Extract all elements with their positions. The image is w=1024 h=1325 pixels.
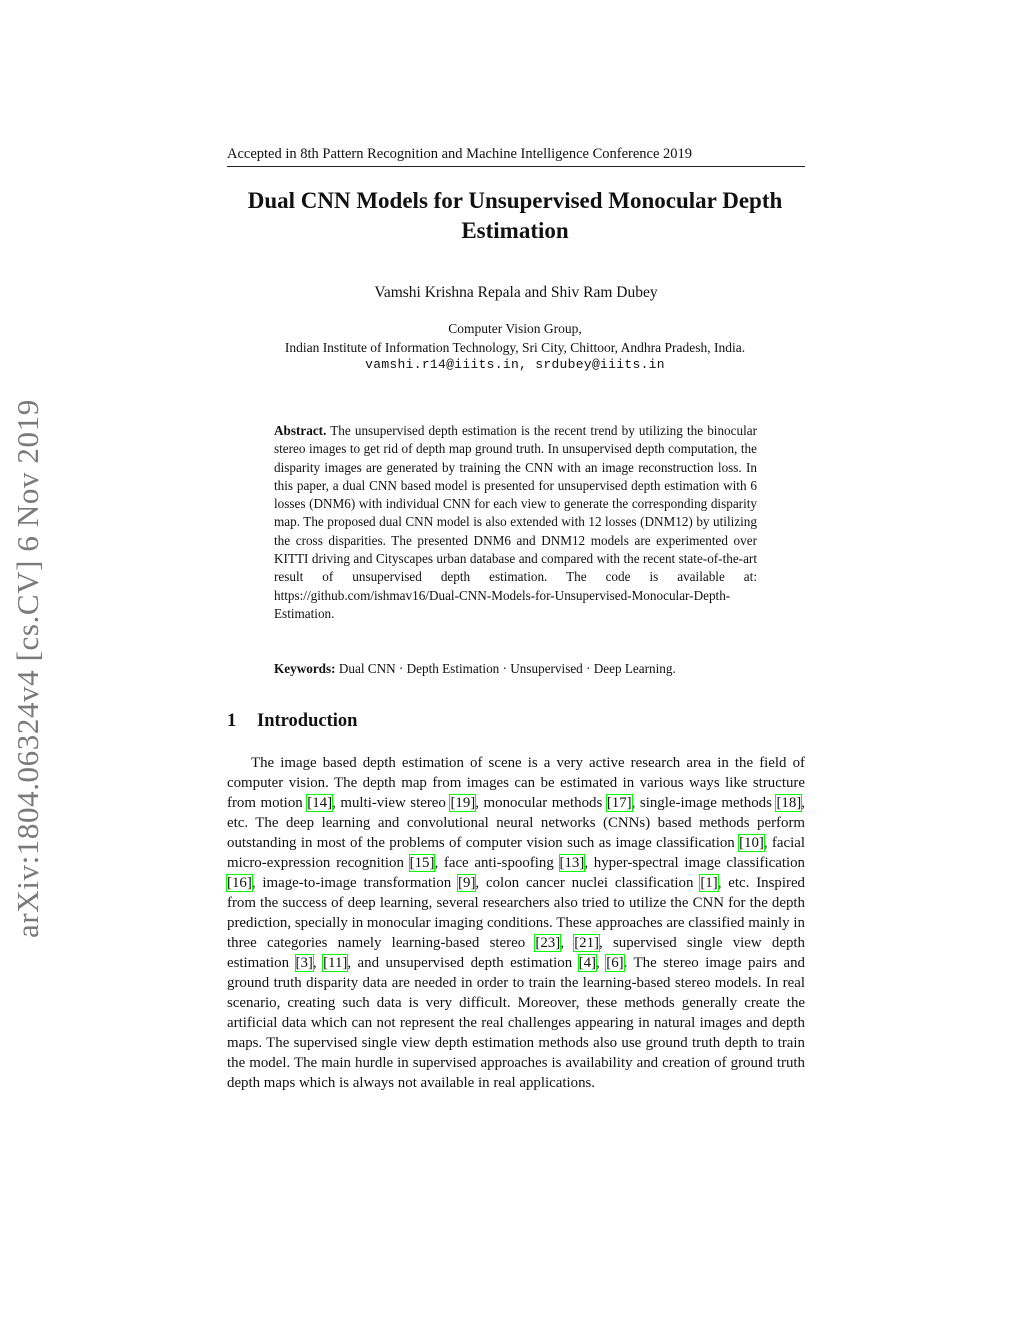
intro-text: , monocular methods	[475, 795, 607, 811]
intro-text: , face anti-spoofing	[434, 855, 560, 871]
intro-text: , and unsupervised depth estimation	[347, 955, 579, 971]
intro-text: ,	[312, 955, 324, 971]
paper-title: Dual CNN Models for Unsupervised Monocular Depth Estimation	[247, 188, 783, 243]
citation-link[interactable]: [10]	[739, 835, 764, 851]
citation-link[interactable]: [9]	[458, 875, 476, 891]
abstract	[274, 422, 757, 623]
citation-link[interactable]: [16]	[227, 875, 252, 891]
citation-link[interactable]: [6]	[606, 955, 624, 971]
citation-link[interactable]: [15]	[409, 855, 435, 871]
intro-text: , etc. Inspired from the success of deep learning, several researchers also tried to utilize the CNN for the depth prediction, specially in monocular imaging conditions. These approaches are classified mainly in three categories namely learning-based stereo	[227, 875, 805, 951]
citation-link[interactable]: [1]	[700, 875, 718, 891]
citation-link[interactable]: [14]	[307, 795, 333, 811]
arxiv-identifier: arXiv:1804.06324v4 [cs.CV] 6 Nov 2019	[10, 399, 45, 938]
intro-text: , etc. The deep learning and convolutional neural networks (CNNs) based methods perform outstanding in most of the problems of computer vision such as image classification	[227, 795, 805, 851]
intro-text: , single-image methods	[631, 795, 777, 811]
citation-link[interactable]: [19]	[450, 795, 476, 811]
citation-link[interactable]: [4]	[578, 955, 597, 971]
section-title: Introduction	[257, 711, 358, 731]
section-number: 1	[227, 711, 237, 731]
keywords-label: Keywords:	[274, 661, 336, 676]
abstract-text: The unsupervised depth estimation is the recent trend by utilizing the binocular stereo images to get rid of depth map ground truth. In unsupervised depth computation, the disparity images are generated by training the CNN with an image reconstruction loss. In this paper, a dual CNN based model is presented for unsupervised depth estimation with 6 losses (DNM6) with individual CNN for each view to generate the corresponding disparity map. The proposed dual CNN model is also extended with 12 losses (DNM12) by utilizing the cross disparities. The presented DNM6 and DNM12 models are experimented over KITTI driving and Cityscapes urban database and compared with the recent state-of-the-art result of unsupervised depth estimation. The code is available at: https://github.com/ishmav16/Dual-CNN-Models-for-Unsupervised-Monocular-Depth-Estimation.	[274, 423, 757, 621]
intro-text: The image based depth estimation of scene is a very active research area in the field of computer vision. The depth map from images can be estimated in various ways like structure from motion	[227, 755, 805, 811]
intro-text: ,	[596, 955, 607, 971]
intro-text: , facial micro-expression recognition	[227, 835, 805, 871]
intro-paragraph	[227, 753, 805, 1093]
affiliation-institute: Indian Institute of Information Technology, Sri City, Chittoor, Andhra Pradesh, India.	[284, 340, 746, 355]
author-emails[interactable]: vamshi.r14@iiits.in, srdubey@iiits.in	[365, 357, 665, 372]
citation-link[interactable]: [18]	[776, 795, 802, 811]
keywords-text: Dual CNN · Depth Estimation · Unsupervised · Deep Learning.	[338, 661, 676, 676]
abstract-label: Abstract.	[274, 423, 327, 438]
intro-text: , hyper-spectral image classification	[584, 855, 805, 871]
intro-text: , supervised single view depth estimation	[227, 935, 805, 971]
citation-link[interactable]: [21]	[574, 935, 599, 951]
intro-text: , colon cancer nuclei classification	[475, 875, 701, 891]
section-heading	[227, 711, 805, 732]
citation-link[interactable]: [13]	[559, 855, 585, 871]
intro-text: , image-to-image transformation	[251, 875, 459, 891]
intro-text: , multi-view stereo	[332, 795, 451, 811]
author-list: Vamshi Krishna Repala and Shiv Ram Dubey	[374, 284, 658, 301]
citation-link[interactable]: [17]	[606, 795, 632, 811]
citation-link[interactable]: [11]	[323, 955, 348, 971]
intro-text: ,	[560, 935, 575, 951]
intro-text: . The stereo image pairs and ground truth disparity data are needed in order to train the learning-based stereo models. In real scenario, creating such data is very difficult. Moreover, these methods generally create the artificial data which can not represent the real challenges appearing in natural images and depth maps. The supervised single view depth estimation methods also use ground truth depth to train the model. The main hurdle in supervised approaches is availability and creation of ground truth depth maps which is always not available in real applications.	[227, 955, 805, 1091]
affiliation-group: Computer Vision Group,	[448, 321, 582, 336]
running-head: Accepted in 8th Pattern Recognition and Machine Intelligence Conference 2019	[227, 146, 693, 162]
keywords	[274, 660, 757, 678]
citation-link[interactable]: [23]	[535, 935, 561, 951]
header-rule	[227, 166, 805, 167]
citation-link[interactable]: [3]	[295, 955, 313, 971]
